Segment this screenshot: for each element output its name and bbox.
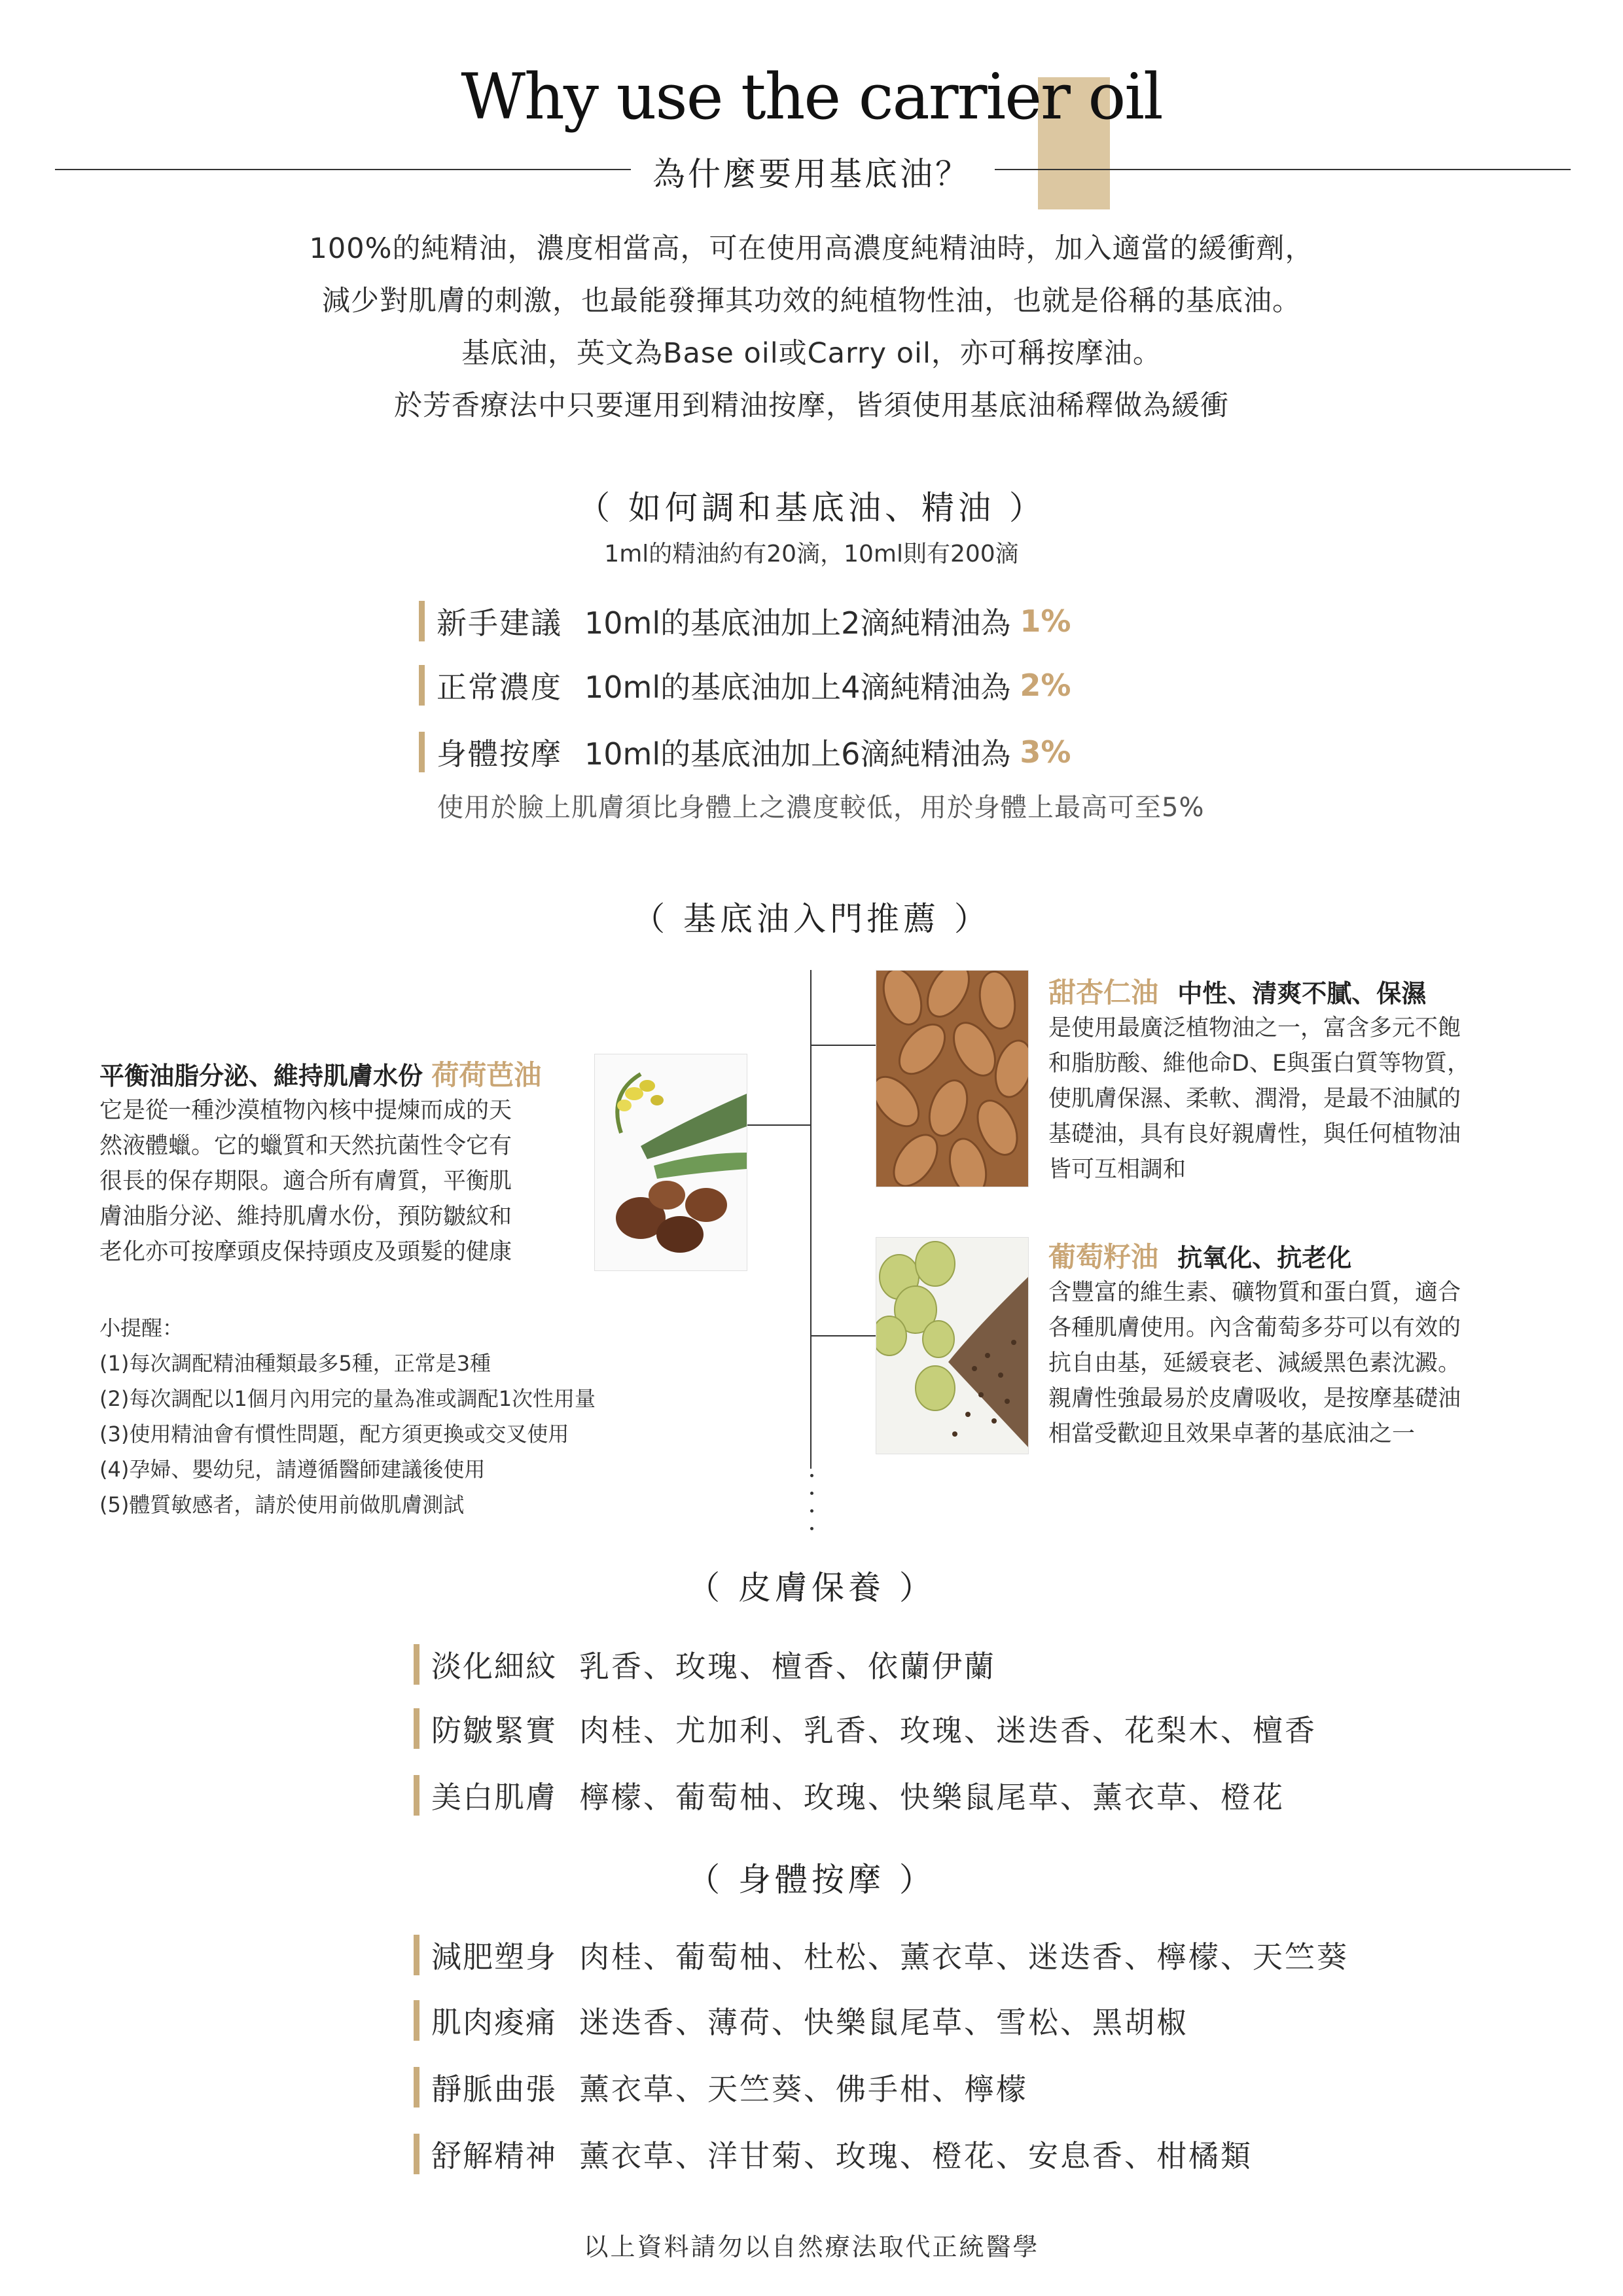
desc-line: 各種肌膚使用。內含葡萄多芬可以有效的 [1048, 1315, 1461, 1341]
jojoba-heading [99, 1054, 541, 1093]
jojoba-tagline: 平衡油脂分泌、維持肌膚水份 [99, 1062, 423, 1090]
accent-bar [419, 665, 425, 706]
intro-line: 100%的純精油，濃度相當高，可在使用高濃度純精油時，加入適當的緩衝劑， [309, 232, 1314, 265]
tip-item: (4)孕婦、嬰幼兒，請遵循醫師建議後使用 [99, 1457, 486, 1482]
row-value: 薰衣草、天竺葵、佛手柑、檸檬 [579, 2072, 1028, 2107]
blend-row-key: 正常濃度 [437, 670, 562, 705]
accent-bar [414, 2067, 419, 2108]
connector-almond [810, 1045, 876, 1046]
row-key: 肌肉痠痛 [431, 2005, 557, 2040]
desc-line: 然液體蠟。它的蠟質和天然抗菌性令它有 [99, 1133, 512, 1159]
desc-line: 抗自由基，延緩衰老、減緩黑色素沈澱。 [1048, 1350, 1461, 1376]
blend-row-text: 10ml的基底油加上2滴純精油為 [584, 605, 1011, 641]
accent-bar [414, 1935, 419, 1975]
intro-line: 基底油，英文為Base oil或Carry oil，亦可稱按摩油。 [461, 337, 1162, 370]
almond-illustration [876, 971, 1028, 1187]
almond-description [1048, 1011, 1470, 1187]
tip-item: (5)體質敏感者，請於使用前做肌膚測試 [99, 1492, 465, 1517]
desc-line: 皆可互相調和 [1048, 1157, 1186, 1183]
jojoba-photo [594, 1054, 747, 1271]
connector-jojoba [746, 1124, 812, 1126]
row-key: 減肥塑身 [431, 1939, 557, 1975]
row-value: 檸檬、葡萄柚、玫瑰、快樂鼠尾草、薰衣草、橙花 [579, 1780, 1285, 1815]
blend-drop-note: 1ml的精油約有20滴，10ml則有200滴 [604, 541, 1019, 567]
desc-line: 是使用最廣泛植物油之一，富含多元不飽 [1048, 1015, 1461, 1041]
blend-row-key: 新手建議 [437, 605, 562, 641]
intro-line: 減少對肌膚的刺激，也最能發揮其功效的純植物性油，也就是俗稱的基底油。 [322, 285, 1301, 317]
blend-footnote: 使用於臉上肌膚須比身體上之濃度較低，用於身體上最高可至5% [437, 793, 1205, 823]
row-key: 淡化細紋 [431, 1649, 557, 1684]
intro-line: 於芳香療法中只要運用到精油按摩，皆須使用基底油稀釋做為緩衝 [394, 389, 1229, 422]
jojoba-description [99, 1093, 512, 1270]
intro-paragraph [0, 223, 1623, 432]
desc-line: 膚油脂分泌、維持肌膚水份，預防皺紋和 [99, 1204, 512, 1230]
oils-section-title: （ 基底油入門推薦 ） [632, 900, 991, 938]
accent-bar [419, 601, 425, 641]
accent-bar [414, 2134, 419, 2174]
grapeseed-heading [1048, 1236, 1351, 1275]
blend-row-text: 10ml的基底油加上4滴純精油為 [584, 670, 1011, 705]
row-value: 肉桂、尤加利、乳香、玫瑰、迷迭香、花梨木、檀香 [579, 1713, 1317, 1748]
row-key: 舒解精神 [431, 2138, 557, 2174]
tips-title: 小提醒： [99, 1316, 184, 1340]
desc-line: 相當受歡迎且效果卓著的基底油之一 [1048, 1421, 1416, 1447]
desc-line: 很長的保存期限。適合所有膚質，平衡肌 [99, 1168, 512, 1194]
connector-dots [810, 1474, 814, 1545]
blend-row-beginner [419, 600, 1071, 643]
page-title-en: Why use the carrier oil [461, 60, 1162, 134]
row-value: 肉桂、葡萄柚、杜松、薰衣草、迷迭香、檸檬、天竺葵 [579, 1939, 1349, 1975]
skincare-section-title: （ 皮膚保養 ） [687, 1569, 936, 1607]
row-key: 靜脈曲張 [431, 2072, 557, 2107]
blend-row-normal [419, 664, 1071, 707]
accent-bar [414, 2000, 419, 2041]
row-key: 美白肌膚 [431, 1780, 557, 1815]
blend-row-text: 10ml的基底油加上6滴純精油為 [584, 736, 1011, 772]
almond-heading [1048, 971, 1426, 1011]
grapeseed-illustration [876, 1238, 1028, 1454]
tip-item: (2)每次調配以1個月內用完的量為准或調配1次性用量 [99, 1386, 596, 1411]
desc-line: 親膚性強最易於皮膚吸收，是按摩基礎油 [1048, 1386, 1461, 1412]
blend-row-pct: 1% [1020, 603, 1071, 639]
tips-box [99, 1310, 596, 1522]
skincare-row [414, 1643, 996, 1686]
massage-row [414, 1933, 1349, 1977]
grapeseed-photo [876, 1237, 1029, 1454]
blend-row-body [419, 730, 1071, 774]
page-title-zh: 為什麼要用基底油？ [652, 155, 971, 193]
almond-photo [876, 970, 1029, 1187]
accent-bar [414, 1644, 419, 1685]
desc-line: 老化亦可按摩頭皮保持頭皮及頭髮的健康 [99, 1239, 512, 1265]
desc-line: 含豐富的維生素、礦物質和蛋白質，適合 [1048, 1280, 1461, 1306]
jojoba-plant-illustration [595, 1054, 747, 1270]
grapeseed-description [1048, 1275, 1461, 1452]
massage-row [414, 1999, 1188, 2042]
row-value: 迷迭香、薄荷、快樂鼠尾草、雪松、黑胡椒 [579, 2005, 1188, 2040]
tip-item: (3)使用精油會有慣性問題，配方須更換或交叉使用 [99, 1422, 569, 1446]
row-value: 薰衣草、洋甘菊、玫瑰、橙花、安息香、柑橘類 [579, 2138, 1253, 2174]
desc-line: 和脂肪酸、維他命D、E與蛋白質等物質， [1048, 1050, 1471, 1077]
skincare-row [414, 1707, 1317, 1750]
connector-grapeseed [810, 1335, 876, 1336]
footer-disclaimer: 以上資料請勿以自然療法取代正統醫學 [583, 2233, 1040, 2261]
accent-bar [414, 1708, 419, 1749]
row-value: 乳香、玫瑰、檀香、依蘭伊蘭 [579, 1649, 996, 1684]
tip-item: (1)每次調配精油種類最多5種，正常是3種 [99, 1351, 491, 1376]
blend-row-pct: 3% [1020, 734, 1071, 770]
grapeseed-tagline: 抗氧化、抗老化 [1177, 1244, 1352, 1272]
blend-row-key: 身體按摩 [437, 736, 562, 772]
desc-line: 它是從一種沙漠植物內核中提煉而成的天 [99, 1098, 512, 1124]
blend-row-pct: 2% [1020, 668, 1071, 703]
row-key: 防皺緊實 [431, 1713, 557, 1748]
jojoba-name: 荷荷芭油 [431, 1059, 542, 1091]
accent-bar [414, 1775, 419, 1816]
desc-line: 基礎油，具有良好親膚性，與任何植物油 [1048, 1121, 1461, 1147]
blend-section-title: （ 如何調和基底油、精油 ） [577, 489, 1046, 527]
massage-row [414, 2132, 1253, 2176]
massage-section-title: （ 身體按摩 ） [687, 1861, 936, 1899]
skincare-row [414, 1774, 1285, 1817]
accent-bar [419, 732, 425, 772]
almond-tagline: 中性、清爽不膩、保濕 [1177, 979, 1427, 1008]
almond-name: 甜杏仁油 [1048, 977, 1159, 1009]
grapeseed-name: 葡萄籽油 [1048, 1241, 1159, 1273]
desc-line: 使肌膚保濕、柔軟、潤滑，是最不油膩的 [1048, 1086, 1461, 1112]
massage-row [414, 2066, 1028, 2109]
